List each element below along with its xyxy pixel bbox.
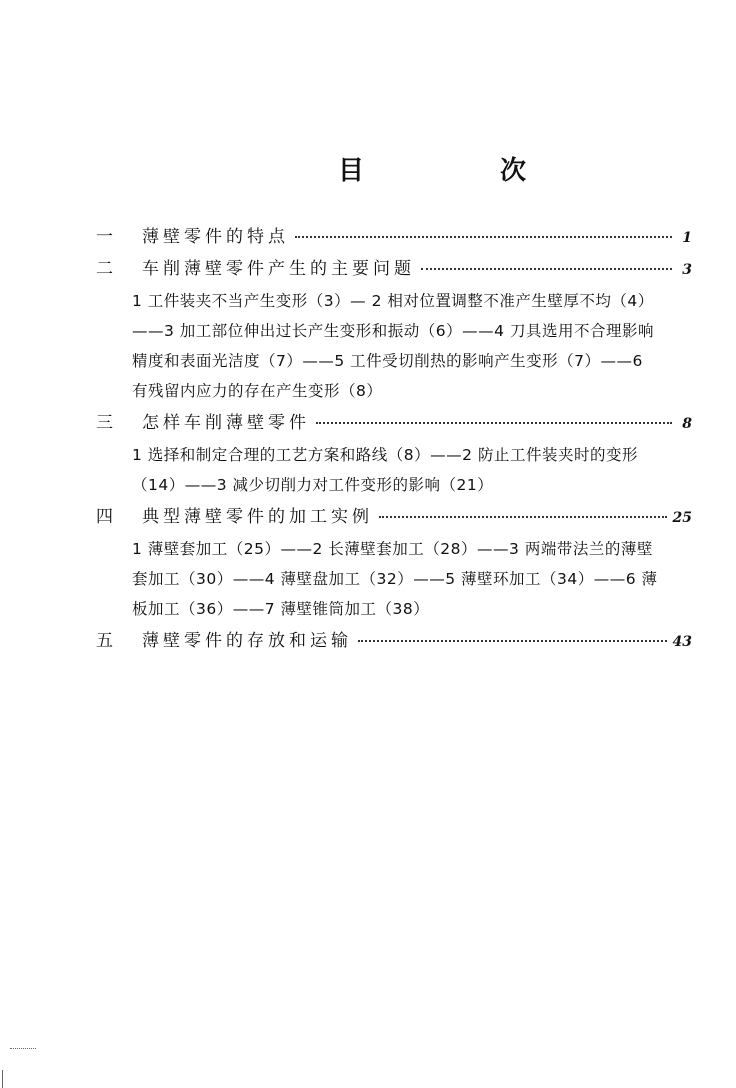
dot-leader bbox=[316, 422, 672, 424]
chapter-page-number: 3 bbox=[682, 262, 692, 278]
chapter-number: 五 bbox=[96, 631, 113, 651]
chapter-subsections: 1 薄壁套加工（25）——2 长薄壁套加工（28）——3 两端带法兰的薄壁套加工（30）——4 薄壁盘加工（32）——5 薄壁环加工（34）——6 薄板加工（36）——7 薄壁锥筒加工（38） bbox=[132, 540, 658, 618]
table-of-contents bbox=[96, 222, 692, 658]
chapter-title: 薄壁零件的存放和运输 bbox=[142, 631, 352, 651]
toc-chapter-2[interactable] bbox=[96, 254, 692, 286]
chapter-page-number: 43 bbox=[672, 634, 692, 650]
scan-mark bbox=[10, 1046, 36, 1049]
dot-leader bbox=[421, 268, 672, 270]
chapter-title: 怎样车削薄壁零件 bbox=[142, 413, 310, 433]
chapter-number: 一 bbox=[96, 227, 113, 247]
chapter-subsections: 1 选择和制定合理的工艺方案和路线（8）——2 防止工件装夹时的变形（14）——3 减少切削力对工件变形的影响（21） bbox=[132, 446, 638, 494]
scan-edge-line bbox=[2, 1070, 3, 1088]
page-title: 目 次 bbox=[338, 156, 582, 186]
chapter-page-number: 8 bbox=[682, 416, 692, 432]
dot-leader bbox=[295, 236, 672, 238]
chapter-title: 车削薄壁零件产生的主要问题 bbox=[142, 259, 415, 279]
toc-chapter-4[interactable] bbox=[96, 502, 692, 534]
chapter-page-number: 25 bbox=[672, 510, 692, 526]
chapter-number: 三 bbox=[96, 413, 113, 433]
dot-leader bbox=[358, 640, 667, 642]
chapter-page-number: 1 bbox=[682, 230, 692, 246]
toc-chapter-1[interactable] bbox=[96, 222, 692, 254]
chapter-number: 二 bbox=[96, 259, 113, 279]
chapter-number: 四 bbox=[96, 507, 113, 527]
chapter-subsections: 1 工件装夹不当产生变形（3）— 2 相对位置调整不准产生壁厚不均（4）——3 加工部位伸出过长产生变形和振动（6）——4 刀具选用不合理影响精度和表面光洁度（7）——5 工件受切削热的影响产生变形（7）——6 有残留内应力的存在产生变形（8） bbox=[132, 292, 654, 400]
chapter-title: 薄壁零件的特点 bbox=[142, 227, 289, 247]
toc-chapter-3[interactable] bbox=[96, 408, 692, 440]
chapter-title: 典型薄壁零件的加工实例 bbox=[142, 507, 373, 527]
dot-leader bbox=[379, 516, 667, 518]
toc-chapter-5[interactable] bbox=[96, 626, 692, 658]
